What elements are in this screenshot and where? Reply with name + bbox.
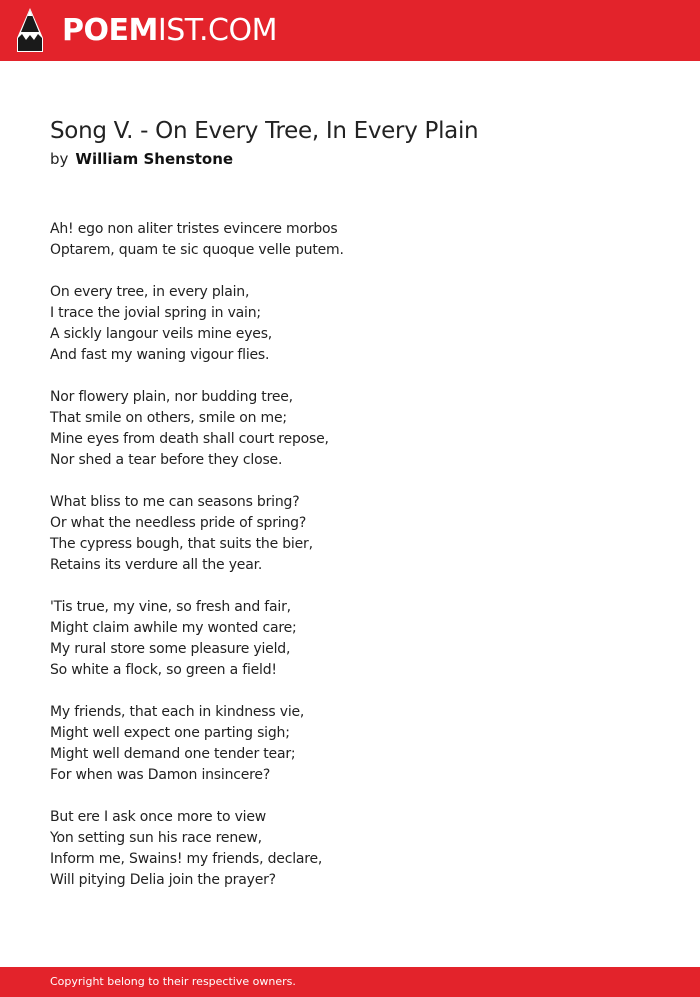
logo-brand-bold: POEM xyxy=(62,13,158,48)
poem-line: Mine eyes from death shall court repose, xyxy=(50,431,329,447)
poem-line: Inform me, Swains! my friends, declare, xyxy=(50,851,323,867)
poem-line: Retains its verdure all the year. xyxy=(50,557,263,573)
stanza-2 xyxy=(50,282,650,366)
poem-line: For when was Damon insincere? xyxy=(50,767,271,783)
logo-brand-light: IST.COM xyxy=(157,13,277,48)
poem-line: And fast my waning vigour flies. xyxy=(50,347,270,363)
poem-line: My rural store some pleasure yield, xyxy=(50,641,291,657)
header-bar xyxy=(0,0,700,61)
poem-line: On every tree, in every plain, xyxy=(50,284,250,300)
stanza-5 xyxy=(50,597,650,681)
stanza-4 xyxy=(50,492,650,576)
poem-line: 'Tis true, my vine, so fresh and fair, xyxy=(50,599,291,615)
author-name: William Shenstone xyxy=(75,150,234,168)
poem-line: That smile on others, smile on me; xyxy=(50,410,287,426)
copyright-notice: Copyright belong to their respective owners. xyxy=(50,975,296,988)
stanza-3 xyxy=(50,387,650,471)
site-logo-text[interactable] xyxy=(62,13,277,49)
pencil-tip-icon[interactable] xyxy=(17,8,43,52)
poem-title: Song V. - On Every Tree, In Every Plain xyxy=(50,118,479,144)
poem-line: A sickly langour veils mine eyes, xyxy=(50,326,273,342)
poem-line: My friends, that each in kindness vie, xyxy=(50,704,305,720)
byline xyxy=(50,149,233,169)
poem-line: The cypress bough, that suits the bier, xyxy=(50,536,313,552)
poem-line: Or what the needless pride of spring? xyxy=(50,515,307,531)
poem-line: Optarem, quam te sic quoque velle putem. xyxy=(50,242,344,258)
footer-bar xyxy=(0,967,700,997)
by-label: by xyxy=(50,150,69,168)
poem-line: What bliss to me can seasons bring? xyxy=(50,494,300,510)
poem-line: Will pitying Delia join the prayer? xyxy=(50,872,276,888)
poem-line: Yon setting sun his race renew, xyxy=(50,830,262,846)
stanza-1 xyxy=(50,219,650,261)
poem-line: Nor shed a tear before they close. xyxy=(50,452,283,468)
poem-line: Ah! ego non aliter tristes evincere morbos xyxy=(50,221,338,237)
poem-line: I trace the jovial spring in vain; xyxy=(50,305,261,321)
stanza-6 xyxy=(50,702,650,786)
poem-line: So white a flock, so green a field! xyxy=(50,662,277,678)
poem-line: Might claim awhile my wonted care; xyxy=(50,620,297,636)
poem-body xyxy=(50,219,650,912)
poem-line: Nor flowery plain, nor budding tree, xyxy=(50,389,293,405)
stanza-7 xyxy=(50,807,650,891)
poem-line: Might well expect one parting sigh; xyxy=(50,725,290,741)
poem-line: Might well demand one tender tear; xyxy=(50,746,296,762)
poem-line: But ere I ask once more to view xyxy=(50,809,267,825)
